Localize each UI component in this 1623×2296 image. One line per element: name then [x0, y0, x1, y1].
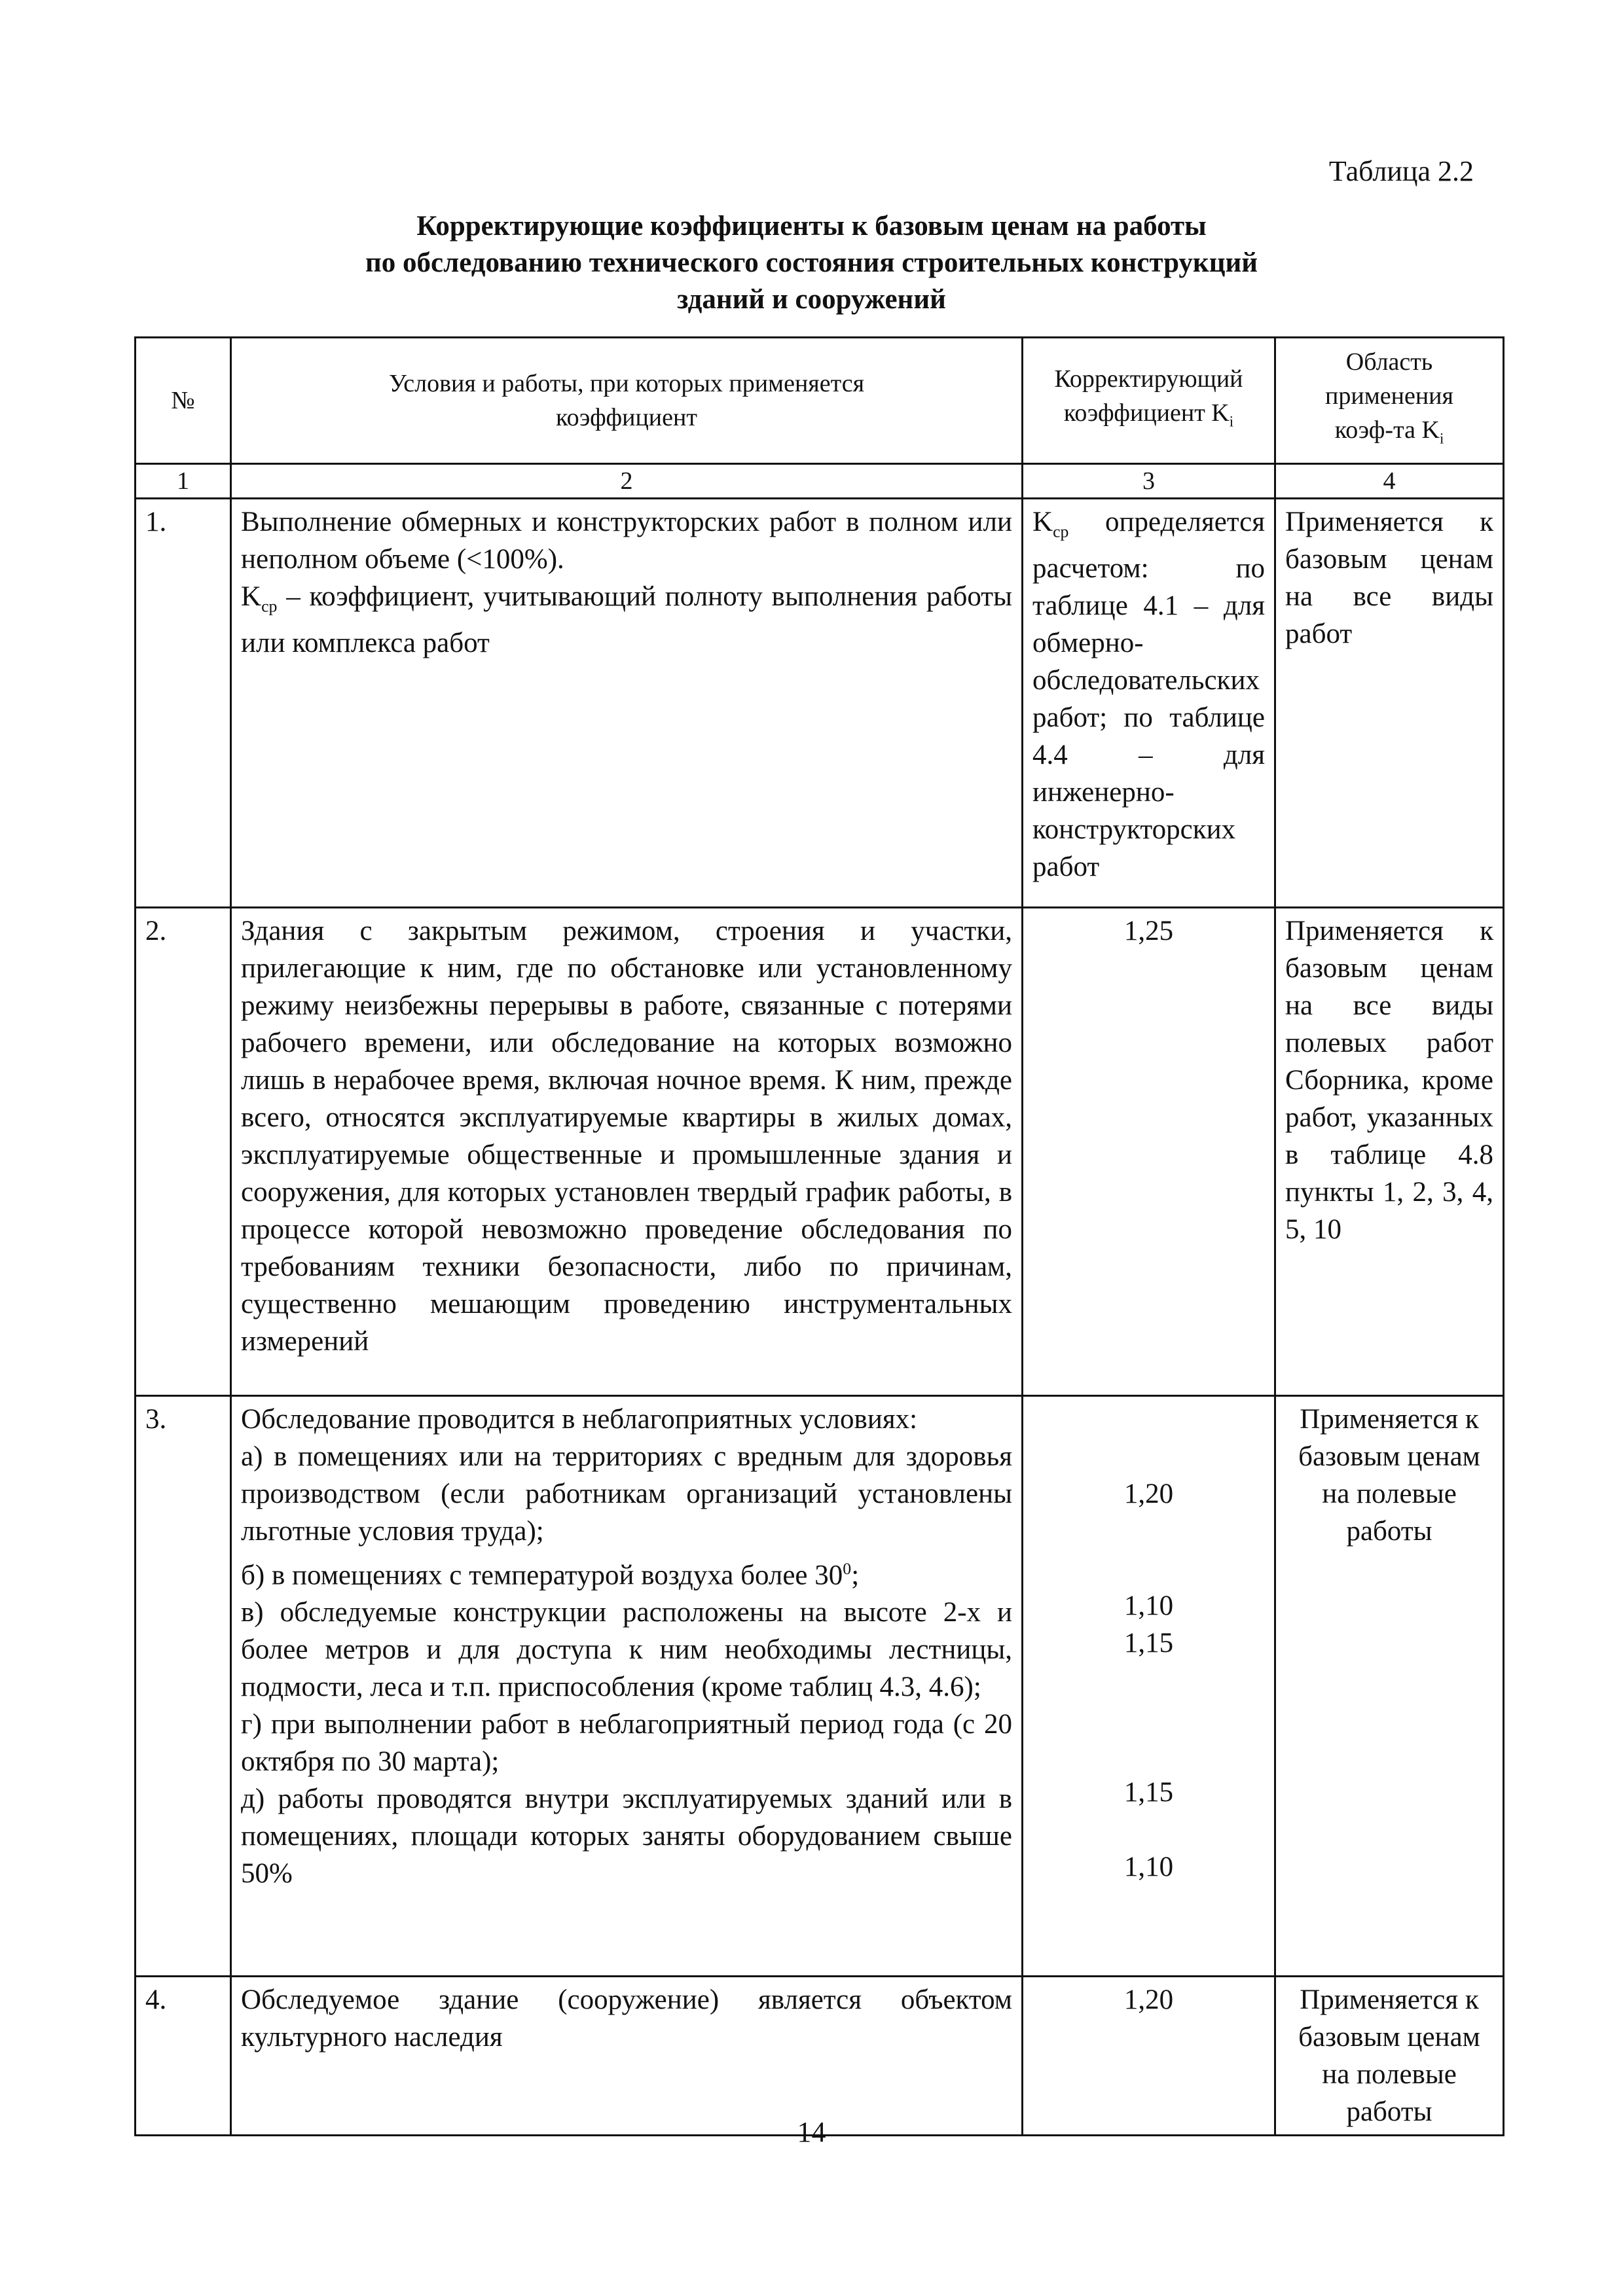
table-row-1: [136, 498, 1504, 907]
header-scope-line-1: Область: [1345, 348, 1433, 376]
row-3-coef-a: 1,20: [1123, 1478, 1174, 1509]
row-coefficient: 1,20: [1023, 1976, 1275, 2135]
coefficients-table: [134, 336, 1504, 2136]
table-row-4: [136, 1976, 1504, 2135]
row-3-coef-d: 1,10: [1123, 1851, 1174, 1882]
row-conditions: Здания с закрытым режимом, строения и участки, прилегающие к ним, где по обстановке или установленному режиму неизбежны перерывы в работе, связанные с потерями рабочего времени, или обследование на которых возможно лишь в нерабочее время, включая ночное время. К ним, прежде всего, относятся эксплуатируемые квартиры в жилых домах, эксплуатируемые общественные и промышленные здания и сооружения, для которых установлен твердый график работы, в процессе которой невозможно проведение обследования по требованиям техники безопасности, либо по причинам, существенно мешающим проведению инструментальных измерений: [231, 907, 1023, 1395]
row-scope: Применяется к базовым ценам на полевые работы: [1275, 1976, 1504, 2135]
row-number: 1.: [136, 498, 231, 907]
header-row: [136, 338, 1504, 464]
row-number: 3.: [136, 1395, 231, 1976]
header-scope-line-3: коэф-та K: [1334, 416, 1440, 444]
row-3-item-b-end: ;: [851, 1559, 860, 1590]
row-scope: Применяется к базовым ценам на все виды работ: [1275, 498, 1504, 907]
header-scope: [1275, 338, 1504, 464]
row-conditions: [231, 498, 1023, 907]
title-line-3: зданий и сооружений: [677, 284, 946, 315]
row-3-item-b: б) в помещениях с температурой воздуха более 30: [241, 1559, 843, 1590]
table-label: Таблица 2.2: [1328, 155, 1474, 187]
column-number-3: 3: [1023, 463, 1275, 498]
row-coefficient: 1,25: [1023, 907, 1275, 1395]
column-number-1: 1: [136, 463, 231, 498]
header-scope-subscript: i: [1439, 430, 1444, 447]
row-coefficient: [1023, 498, 1275, 907]
row-1-conditions-p1: Выполнение обмерных и конструкторских работ в полном или неполном объеме (<100%).: [241, 506, 1012, 575]
row-3-item-a: а) в помещениях или на территориях с вредным для здоровья производством (если работникам организаций установлены льготные условия труда);: [241, 1441, 1012, 1547]
row-3-item-v: в) обследуемые конструкции расположены на высоте 2-х и более метров и для доступа к ним необходимы лестницы, подмости, леса и т.п. приспособления (кроме таблиц 4.3, 4.6);: [241, 1596, 1012, 1702]
row-3-item-g: г) при выполнении работ в неблагоприятный период года (с 20 октября по 30 марта);: [241, 1708, 1012, 1777]
column-number-row: [136, 463, 1504, 498]
header-number: №: [136, 338, 231, 464]
row-3-intro: Обследование проводится в неблагоприятных условиях:: [241, 1403, 918, 1435]
row-1-k-symbol: K: [241, 581, 262, 612]
header-scope-line-2: применения: [1325, 382, 1453, 410]
header-conditions-line-1: Условия и работы, при которых применяется: [388, 369, 865, 397]
row-conditions: [231, 1395, 1023, 1976]
header-conditions-line-2: коэффициент: [556, 403, 697, 431]
page-number: 14: [797, 2116, 826, 2148]
title-line-2: по обследованию технического состояния строительных конструкций: [365, 247, 1258, 278]
header-coefficient-subscript: i: [1229, 413, 1234, 430]
row-scope: Применяется к базовым ценам на все виды полевых работ Сборника, кроме работ, указанных в таблице 4.8 пункты 1, 2, 3, 4, 5, 10: [1275, 907, 1504, 1395]
column-number-4: 4: [1275, 463, 1504, 498]
title-line-1: Корректирующие коэффициенты к базовым ценам на работы: [416, 211, 1207, 242]
row-1-coef-k-subscript: ср: [1053, 522, 1069, 541]
row-scope: Применяется к базовым ценам на полевые работы: [1275, 1395, 1504, 1976]
row-3-coef-b: 1,10: [1123, 1590, 1174, 1621]
row-3-coef-g: 1,15: [1123, 1776, 1174, 1808]
row-number: 4.: [136, 1976, 231, 2135]
row-1-k-subscript: ср: [261, 596, 278, 616]
row-1-coef-k-symbol: K: [1032, 506, 1053, 537]
row-1-conditions-p2: – коэффициент, учитывающий полноту выполнения работы или комплекса работ: [241, 581, 1012, 659]
header-coefficient-line-2: коэффициент K: [1063, 399, 1230, 427]
table-row-3: [136, 1395, 1504, 1976]
header-conditions: [231, 338, 1023, 464]
row-number: 2.: [136, 907, 231, 1395]
row-3-item-b-superscript: 0: [843, 1558, 852, 1578]
row-3-item-d: д) работы проводятся внутри эксплуатируемых зданий или в помещениях, площади которых заняты оборудованием свыше 50%: [241, 1783, 1012, 1889]
header-coefficient-line-1: Корректирующий: [1054, 365, 1243, 393]
column-number-2: 2: [231, 463, 1023, 498]
table-row-2: [136, 907, 1504, 1395]
row-3-coef-v: 1,15: [1123, 1627, 1174, 1659]
row-coefficient: [1023, 1395, 1275, 1976]
row-1-coef-text: определяется расчетом: по таблице 4.1 – для обмерно-обследовательских работ; по таблице 4.4 – для инженерно-конструкторских работ: [1032, 506, 1265, 883]
row-conditions: Обследуемое здание (сооружение) является объектом культурного наследия: [231, 1976, 1023, 2135]
table-title: [0, 208, 1623, 318]
header-coefficient: [1023, 338, 1275, 464]
